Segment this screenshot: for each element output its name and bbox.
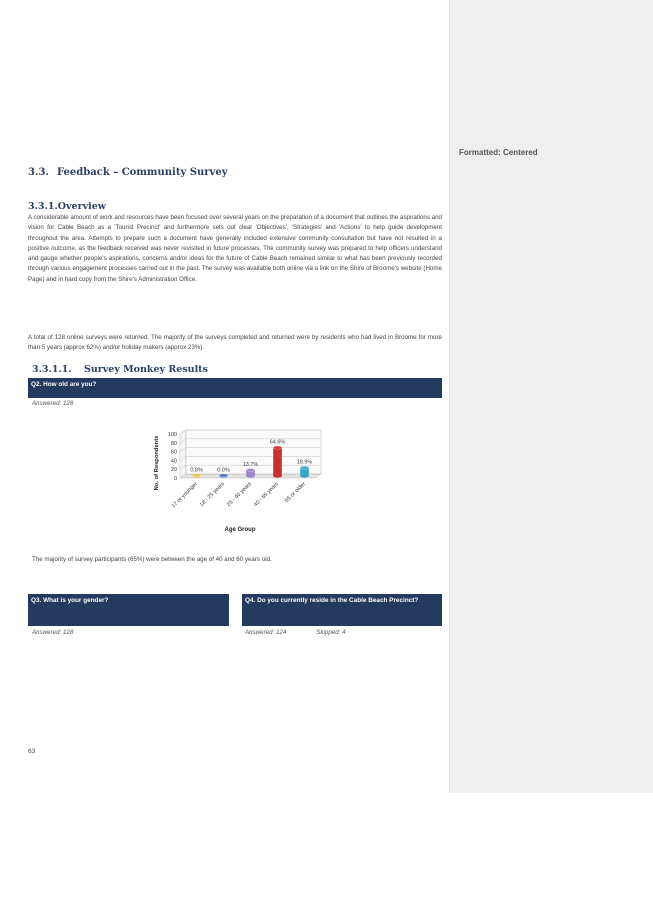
y-tick-label-1: 20 — [170, 467, 177, 474]
data-label-3: 64.6% — [269, 439, 286, 446]
q4-skipped: Skipped: 4 — [316, 629, 346, 636]
bar-2 — [246, 468, 255, 477]
q2-summary: The majority of survey participants (65%) were between the age of 40 and 60 years old. — [32, 556, 272, 563]
q3-answered: Answered: 128 — [32, 629, 74, 636]
section-title: Feedback – Community Survey — [57, 167, 228, 178]
q2-question-bar: Q2. How old are you? — [28, 378, 442, 398]
y-tick-label-3: 60 — [170, 449, 177, 456]
x-tick-label-4: 65 or older — [284, 481, 307, 505]
section-number: 3.3. — [28, 167, 49, 178]
age-group-chart — [150, 418, 325, 536]
results-title: Survey Monkey Results — [84, 364, 208, 375]
data-label-4: 18.9% — [296, 459, 313, 466]
bar-base-2 — [246, 474, 255, 477]
y-tick-label-0: 0 — [173, 476, 177, 482]
overview-heading: 3.3.1.Overview — [28, 201, 106, 212]
bar-top-3 — [273, 446, 282, 449]
results-heading — [32, 364, 208, 375]
q2-answered: Answered: 128 — [32, 400, 74, 407]
comment-label: Formatted: Centered — [459, 148, 538, 157]
bar-top-4 — [300, 466, 309, 469]
q4-answered: Answered: 124 — [245, 629, 287, 636]
x-tick-label-3: 40 - 65 years — [252, 481, 280, 509]
y-tick-label-4: 80 — [170, 440, 177, 447]
bar-3 — [273, 446, 282, 478]
bar-4 — [300, 466, 309, 478]
bar-body-3 — [273, 448, 282, 476]
chart-x-ticks — [171, 481, 307, 509]
q4-question-bar: Q4. Do you currently reside in the Cable Beach Precinct? — [242, 594, 442, 626]
bar-0 — [192, 474, 201, 478]
q3-question-bar: Q3. What is your gender? — [28, 594, 229, 626]
data-label-1: 0.0% — [217, 467, 230, 474]
chart-y-label: No. of Respondents — [154, 435, 160, 491]
bar-top-2 — [246, 468, 255, 471]
section-heading — [28, 167, 228, 178]
chart-x-label: Age Group — [224, 527, 256, 533]
bar-base-4 — [300, 474, 309, 477]
bar-1 — [219, 474, 228, 478]
chart-side-wall — [180, 430, 186, 478]
bar-top-1 — [219, 474, 228, 477]
data-label-2: 13.7% — [242, 461, 259, 468]
page-number: 63 — [28, 748, 36, 755]
y-tick-label-5: 100 — [167, 432, 177, 438]
bar-top-0 — [192, 474, 201, 477]
overview-paragraph-1: A considerable amount of work and resources have been focused over several years on the preparation of a document that outlines the aspirations and vision for Cable Beach as a 'Tourist Precinct' and furthermore sets out clear 'Objectives', 'Strategies' and 'Actions' to help guide development throughout the area. Attempts to prepare such a document have generally included extensive community consultation but have not resulted in a positive outcome, as the feedback received was never revisited in future processes. The community survey was prepared to help officers understand and gauge whether people's aspirations, concerns and/or ideas for the future of Cable Beach remained similar to what has been previously recorded through various engagement processes carried out in the past. The survey was available both online via a link on the Shire of Broome's website (Home Page) and in hard copy from the Shire's Administration Office. — [28, 214, 442, 283]
q4-answered-row — [245, 629, 346, 636]
chart-y-ticks — [168, 432, 177, 482]
overview-paragraph-2: A total of 128 online surveys were returned. The majority of the surveys completed and returned were by residents who had lived in Broome for more than 5 years (approx 62%) and/or holiday makers (approx 23%). — [28, 334, 442, 352]
x-tick-label-1: 18 - 25 years — [198, 481, 226, 509]
data-label-0: 0.8% — [190, 467, 203, 474]
y-tick-label-2: 40 — [170, 458, 177, 465]
x-tick-label-2: 25 - 40 years — [225, 481, 253, 509]
results-number: 3.3.1.1. — [32, 364, 72, 375]
comments-pane — [449, 0, 653, 793]
bar-base-3 — [273, 474, 282, 477]
x-tick-label-0: 17 or younger — [170, 481, 199, 510]
